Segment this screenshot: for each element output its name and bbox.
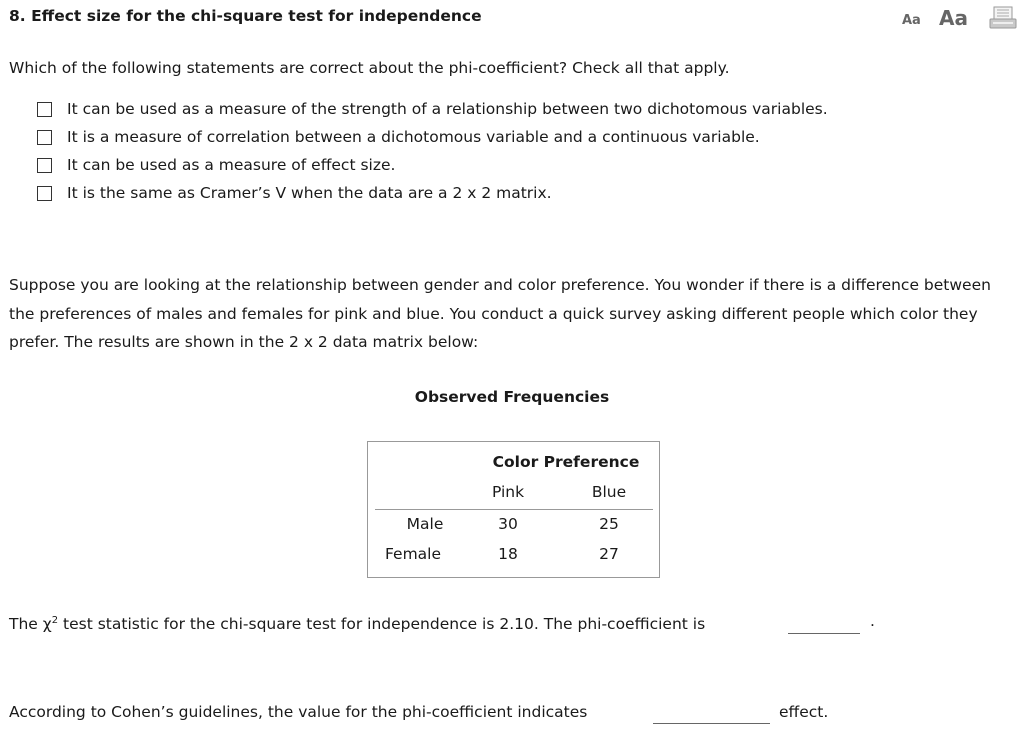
printer-icon[interactable] [989,6,1017,30]
phi-answer-blank[interactable] [788,633,860,634]
column-header: Blue [591,483,627,501]
option-2[interactable] [37,123,760,151]
option-label: It can be used as a measure of the strength of a relationship between two dichotomous variables. [67,100,828,118]
row-label: Female [384,545,442,563]
phi-question-end: . [870,612,875,630]
cohen-question-suffix: effect. [779,703,829,721]
table-cell: 18 [498,545,518,563]
cohen-question: According to Cohen’s guidelines, the value for the phi-coefficient indicates [9,703,588,721]
table-cell: 25 [599,515,619,533]
option-4[interactable] [37,179,552,207]
option-label: It is a measure of correlation between a dichotomous variable and a continuous variable. [67,128,760,146]
question-title: 8. Effect size for the chi-square test for independence [9,7,482,25]
checkbox[interactable] [37,158,52,173]
option-1[interactable] [37,95,828,123]
chi-superscript: 2 [51,615,59,626]
table-group-header: Color Preference [492,453,640,471]
table-divider [375,509,653,510]
row-label: Male [406,515,444,533]
option-label: It can be used as a measure of effect size. [67,156,396,174]
phi-question [9,607,705,638]
table-title: Observed Frequencies [414,388,610,406]
decrease-font-button[interactable]: Aa [902,13,921,28]
column-header: Pink [491,483,525,501]
effect-answer-blank[interactable] [653,723,770,724]
checkbox[interactable] [37,130,52,145]
table-cell: 30 [498,515,518,533]
checkbox[interactable] [37,186,52,201]
scenario-text: Suppose you are looking at the relationship between gender and color preference. You wonder if there is a difference between the preferences of males and females for pink and blue. You conduct a quick survey asking different people which color they prefer. The results are shown in the 2 x 2 data matrix below: [9,276,991,351]
increase-font-button[interactable]: Aa [939,6,968,30]
option-3[interactable] [37,151,395,179]
table-cell: 27 [599,545,619,563]
option-label: It is the same as Cramer’s V when the data are a 2 x 2 matrix. [67,184,552,202]
checkbox[interactable] [37,102,52,117]
phi-question-suffix: test statistic for the chi-square test for independence is 2.10. The phi-coefficient is [58,615,706,634]
question-prompt: Which of the following statements are correct about the phi-coefficient? Check all that apply. [9,59,730,77]
phi-question-prefix: The χ [9,615,52,634]
